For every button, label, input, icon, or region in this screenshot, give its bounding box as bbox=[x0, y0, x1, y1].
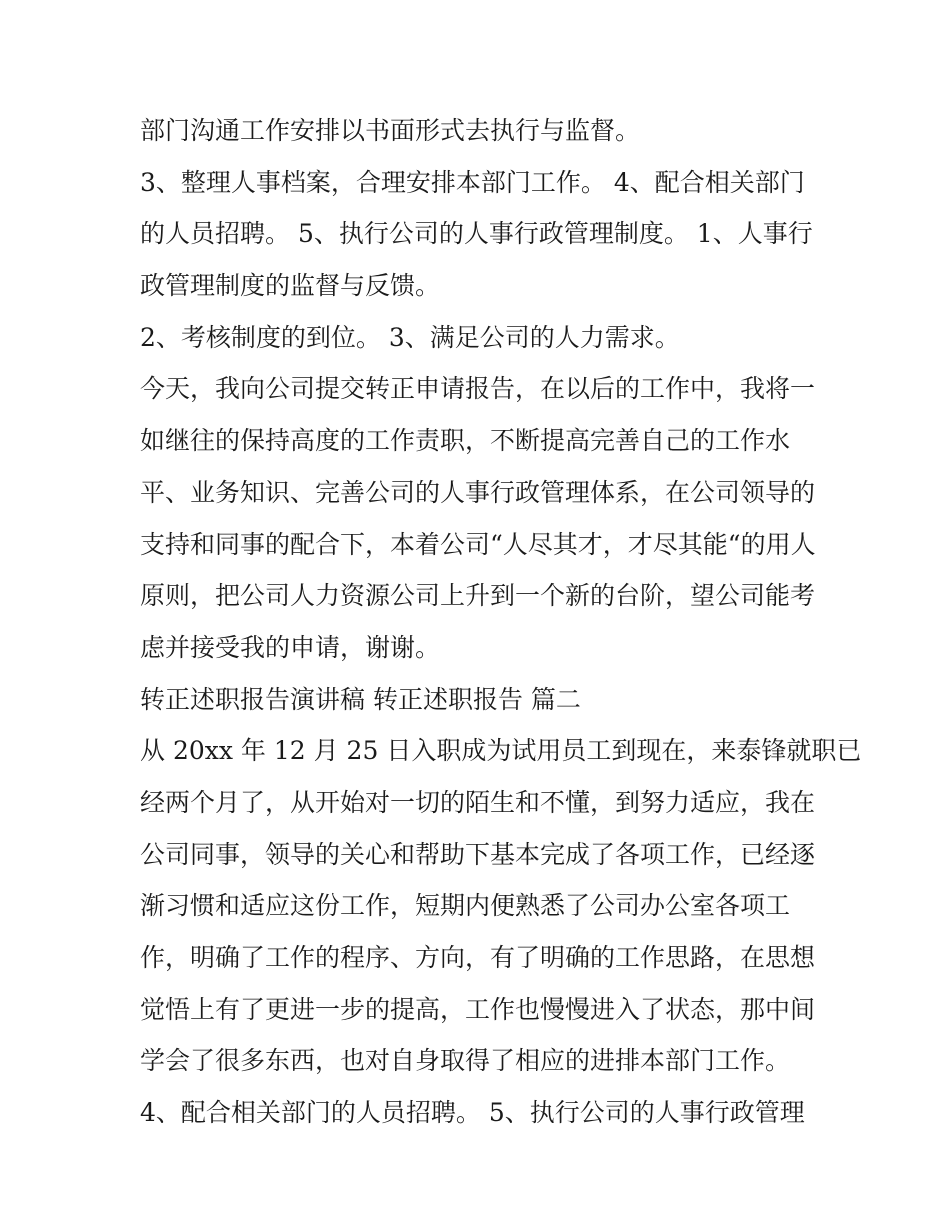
text-line: 渐习惯和适应这份工作，短期内便熟悉了公司办公室各项工 bbox=[140, 891, 791, 921]
text-line: 3、整理人事档案，合理安排本部门工作。 4、配合相关部门 bbox=[140, 167, 805, 197]
text-line: 平、业务知识、完善公司的人事行政管理体系，在公司领导的 bbox=[140, 477, 816, 507]
text-line: 学会了很多东西，也对自身取得了相应的进排本部门工作。 bbox=[140, 1046, 791, 1076]
text-line: 政管理制度的监督与反馈。 bbox=[140, 271, 441, 301]
text-line: 部门沟通工作安排以书面形式去执行与监督。 bbox=[140, 116, 641, 145]
document-body bbox=[140, 105, 862, 1139]
text-line: 作，明确了工作的程序、方向，有了明确的工作思路，在思想 bbox=[140, 943, 816, 972]
text-line: 原则，把公司人力资源公司上升到一个新的台阶，望公司能考 bbox=[140, 581, 816, 611]
text-line: 今天，我向公司提交转正申请报告，在以后的工作中，我将一 bbox=[140, 374, 816, 404]
text-line: 支持和同事的配合下，本着公司“人尽其才，才尽其能“的用人 bbox=[140, 529, 816, 559]
text-line: 觉悟上有了更进一步的提高，工作也慢慢进入了状态，那中间 bbox=[140, 994, 816, 1024]
text-line: 公司同事，领导的关心和帮助下基本完成了各项工作，已经逐 bbox=[140, 839, 816, 869]
text-line: 4、配合相关部门的人员招聘。 5、执行公司的人事行政管理 bbox=[140, 1098, 805, 1128]
text-line: 的人员招聘。 5、执行公司的人事行政管理制度。 1、人事行 bbox=[140, 219, 813, 249]
section-heading: 转正述职报告演讲稿 转正述职报告 篇二 bbox=[140, 684, 581, 714]
text-line: 如继往的保持高度的工作责职，不断提高完善自己的工作水 bbox=[140, 426, 791, 456]
text-line: 虑并接受我的申请，谢谢。 bbox=[140, 632, 441, 662]
text-line: 2、考核制度的到位。 3、满足公司的人力需求。 bbox=[140, 322, 680, 352]
text-line: 从 20xx 年 12 月 25 日入职成为试用员工到现在，来泰锋就职已 bbox=[140, 736, 862, 766]
text-line: 经两个月了，从开始对一切的陌生和不懂，到努力适应，我在 bbox=[140, 787, 816, 817]
